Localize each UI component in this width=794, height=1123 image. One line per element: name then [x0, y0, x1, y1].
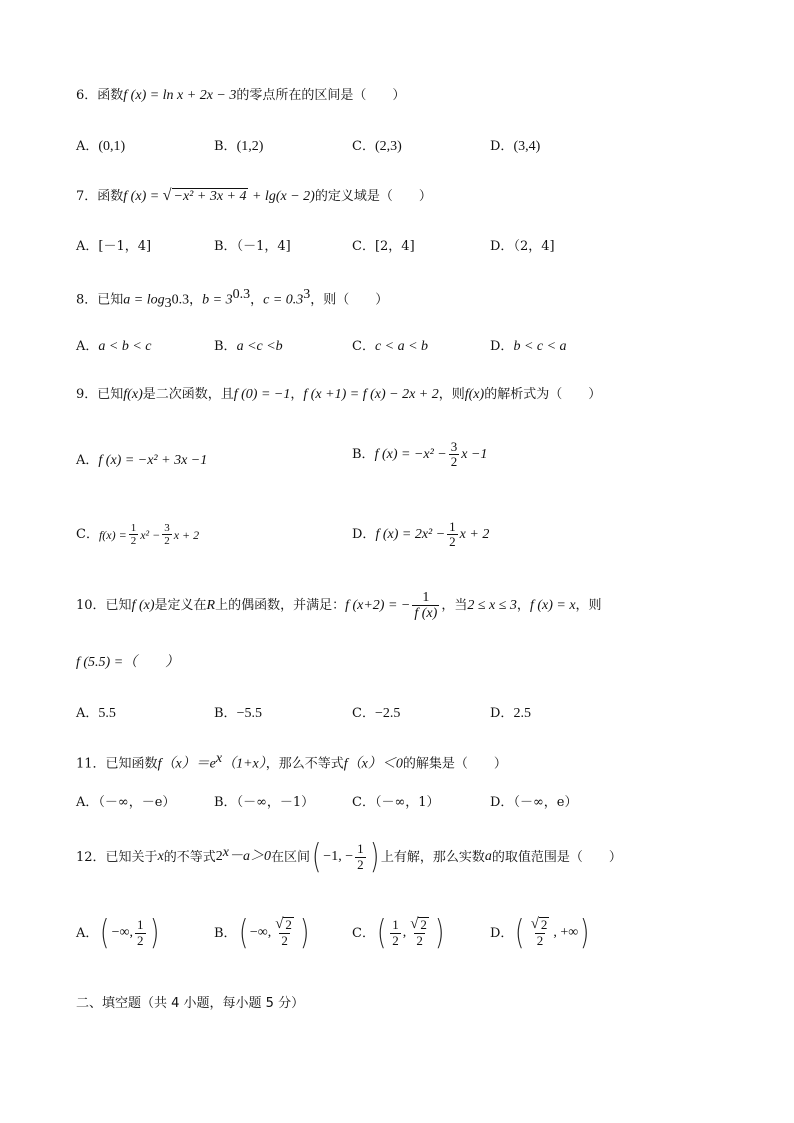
option-a[interactable]: A．[－1，4]	[76, 239, 152, 254]
question-number: 7．	[76, 189, 98, 204]
question-7: 7．函数f (x) = √ −x² + 3x + 4 + lg(x − 2)的定义域是（ ）	[76, 187, 432, 204]
option-d[interactable]: D．（2，4]	[490, 239, 555, 254]
fraction: √ 2 2	[410, 916, 427, 949]
fraction: $\frac{1}{2}$	[449, 519, 456, 550]
option-a[interactable]: A．(0,1)	[76, 139, 126, 154]
option-a[interactable]: A．a < b < c	[76, 339, 152, 354]
option-b[interactable]: B．（－1，4]	[214, 239, 291, 254]
option-a[interactable]: A． ( −∞, $\frac{1}{2}$ )	[76, 913, 159, 953]
section-title: 二、填空题（共 4 小题，每小题 5 分）	[76, 996, 305, 1011]
option-c[interactable]: C．c < a < b	[352, 339, 429, 354]
fraction: √ 2 2	[275, 916, 292, 949]
fraction: $\frac{1}{2}$	[137, 917, 144, 948]
fraction: √ 2 2	[530, 916, 548, 949]
option-d[interactable]: D．2.5	[490, 706, 531, 721]
question-11: 11．已知函数$f(x)=e^x(1+x)$，那么不等式f（x）＜0的解集是（ ）	[76, 751, 507, 772]
option-c[interactable]: C．（－∞，1）	[352, 795, 440, 810]
option-c[interactable]: C．[2，4]	[352, 239, 415, 254]
question-8: 8．已知$a = \log_30.3$，$b = 3^{0.3}$，$c = 0.3^3$，则（ ）	[76, 287, 389, 311]
fraction: $\frac{1}{2}$	[392, 917, 399, 948]
question-10-line-2: f (5.5) =（ ）	[76, 655, 180, 670]
question-number: 8．	[76, 292, 98, 308]
fraction: $\frac{1}{f (x)}$	[414, 590, 438, 622]
option-d[interactable]: D． f (x) = 2x² − $\frac{1}{2}$ x + 2	[352, 519, 490, 550]
option-b[interactable]: B．(1,2)	[214, 139, 264, 154]
question-9: 9．已知f(x)是二次函数，且f (0) = −1，f (x +1) = f (x) − 2x + 2，则f(x)的解析式为（ ）	[76, 387, 602, 402]
option-a[interactable]: A．（－∞，－e）	[76, 795, 176, 810]
sqrt-expression: √ −x² + 3x + 4	[162, 187, 247, 204]
fraction: $\frac{1}{2}$	[357, 841, 364, 872]
option-b[interactable]: B． f (x) = −x² − $\frac{3}{2}$ x −1	[352, 439, 488, 470]
option-d[interactable]: D．（－∞，e）	[490, 795, 578, 810]
question-10: 10． 已知 f (x) 是定义在 R 上的偶函数，并满足： f (x+2) = − $\frac{1}{f (x)}$ ，当 2 ≤ x ≤ 3 ， f (x) = x ，则	[76, 590, 602, 622]
fraction: $\frac{1}{2}$	[130, 522, 137, 548]
option-b[interactable]: B．−5.5	[214, 706, 262, 721]
option-d[interactable]: D．b < c < a	[490, 339, 567, 354]
math-expression: f (x) = ln x + 2x − 3	[123, 88, 237, 103]
fraction: $\frac{3}{2}$	[164, 522, 170, 548]
question-number: 12．	[76, 849, 106, 865]
option-c[interactable]: C．(2,3)	[352, 139, 402, 154]
option-b[interactable]: B． ( −∞, √ 2 2 )	[214, 913, 310, 953]
option-c[interactable]: C．−2.5	[352, 706, 401, 721]
option-a[interactable]: A．f (x) = −x² + 3x −1	[76, 453, 208, 468]
question-6: 6．函数f (x) = ln x + 2x − 3的零点所在的区间是（ ）	[76, 88, 406, 103]
question-number: 6．	[76, 88, 98, 103]
option-c[interactable]: C． f(x) = $\frac{1}{2}$ x² − $\frac{3}{2}$ x + 2	[76, 522, 200, 548]
option-b[interactable]: B．a <c <b	[214, 339, 283, 354]
fraction: $\frac{3}{2}$	[450, 439, 458, 470]
question-number: 10．	[76, 598, 106, 614]
option-c[interactable]: C． ( $\frac{1}{2}$ , √ 2 2 )	[352, 913, 445, 953]
option-a[interactable]: A．5.5	[76, 706, 116, 721]
question-12: 12． 已知关于 x 的不等式 2 x －a＞0 在区间 ( −1, − $\frac{1}{2}$ ) 上有解，那么实数 a 的取值范围是（ ）	[76, 837, 622, 877]
question-number: 11．	[76, 756, 106, 772]
option-d[interactable]: D． ( √ 2 2 , +∞ )	[490, 913, 590, 953]
question-number: 9．	[76, 387, 98, 402]
option-d[interactable]: D．(3,4)	[490, 139, 541, 154]
option-b[interactable]: B．（－∞，－1）	[214, 795, 315, 810]
